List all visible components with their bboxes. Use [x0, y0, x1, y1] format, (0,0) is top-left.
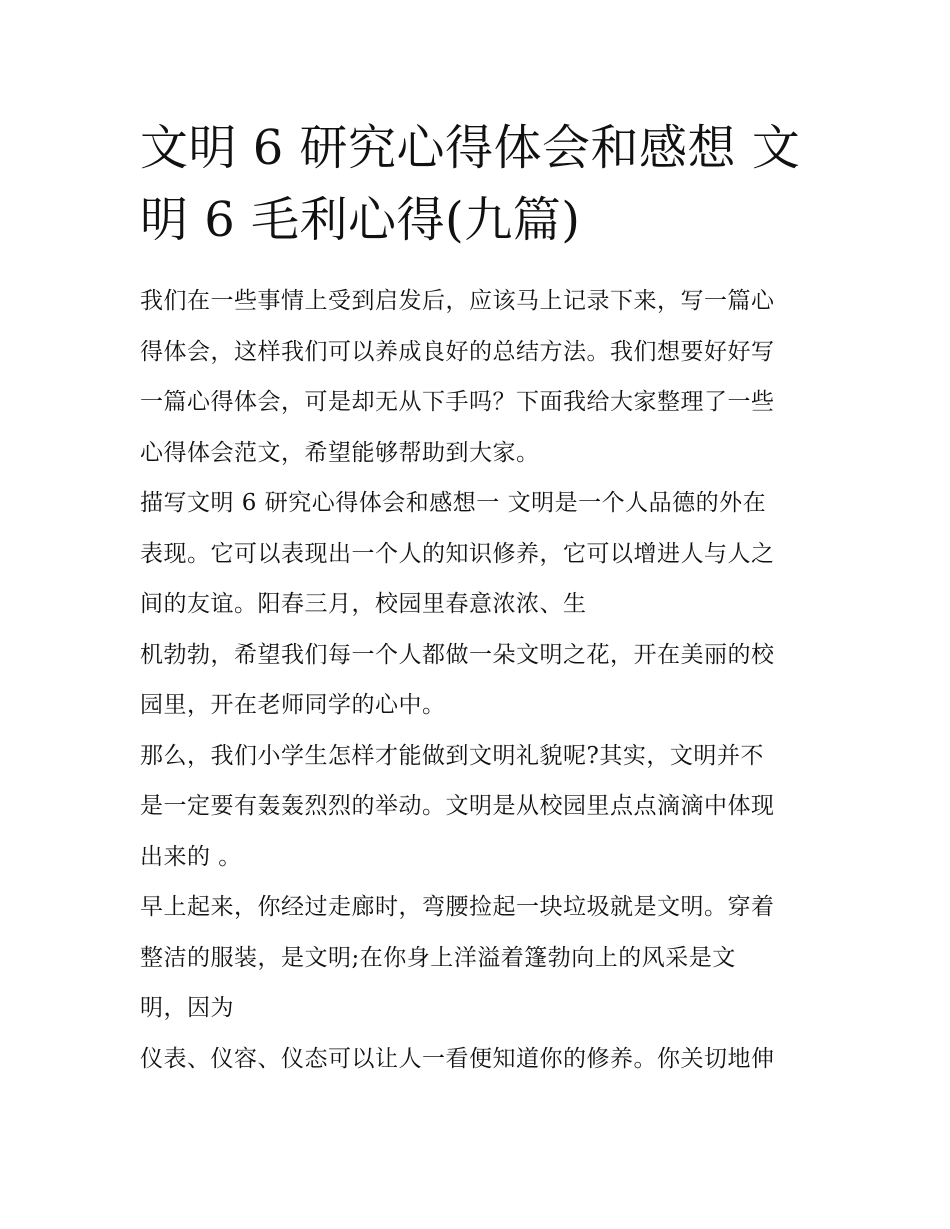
- text-line: 明，因为: [140, 995, 234, 1021]
- text-line: 一篇心得体会，可是却无从下手吗？下面我给大家整理了一些: [140, 389, 775, 415]
- title-line: 文明 6 研究心得体会和感想 文: [140, 120, 801, 176]
- text-line: 是一定要有轰轰烈烈的举动。文明是从校园里点点滴滴中体现: [140, 793, 775, 819]
- text-line: 描写文明 6 研究心得体会和感想一 文明是一个人品德的外在: [140, 490, 767, 516]
- page-title: [140, 112, 820, 256]
- text-line: 出来的 。: [140, 843, 242, 870]
- text-line: 得体会，这样我们可以养成良好的总结方法。我们想要好好写: [140, 338, 775, 365]
- text-line: 我们在一些事情上受到启发后，应该马上记录下来，写一篇心: [140, 288, 775, 314]
- text-line: 心得体会范文，希望能够帮助到大家。: [140, 439, 540, 466]
- text-line: 仪表、仪容、仪态可以让人一看便知道你的修养。你关切地伸: [140, 1045, 775, 1072]
- body-text: [140, 276, 820, 1084]
- title-line: 明 6 毛利心得(九篇): [140, 192, 581, 248]
- text-line: 那么，我们小学生怎样才能做到文明礼貌呢?其实，文明并不: [140, 742, 764, 769]
- text-line: 机勃勃，希望我们每一个人都做一朵文明之花，开在美丽的校: [140, 641, 775, 668]
- text-line: 园里，开在老师同学的心中。: [140, 692, 446, 718]
- text-line: 早上起来，你经过走廊时，弯腰捡起一块垃圾就是文明。穿着: [140, 894, 775, 920]
- text-line: 整洁的服装，是文明;在你身上洋溢着篷勃向上的风采是文: [140, 944, 736, 971]
- text-line: 表现。它可以表现出一个人的知识修养，它可以增进人与人之: [140, 540, 775, 567]
- text-line: 间的友谊。阳春三月，校园里春意浓浓、生: [140, 591, 587, 617]
